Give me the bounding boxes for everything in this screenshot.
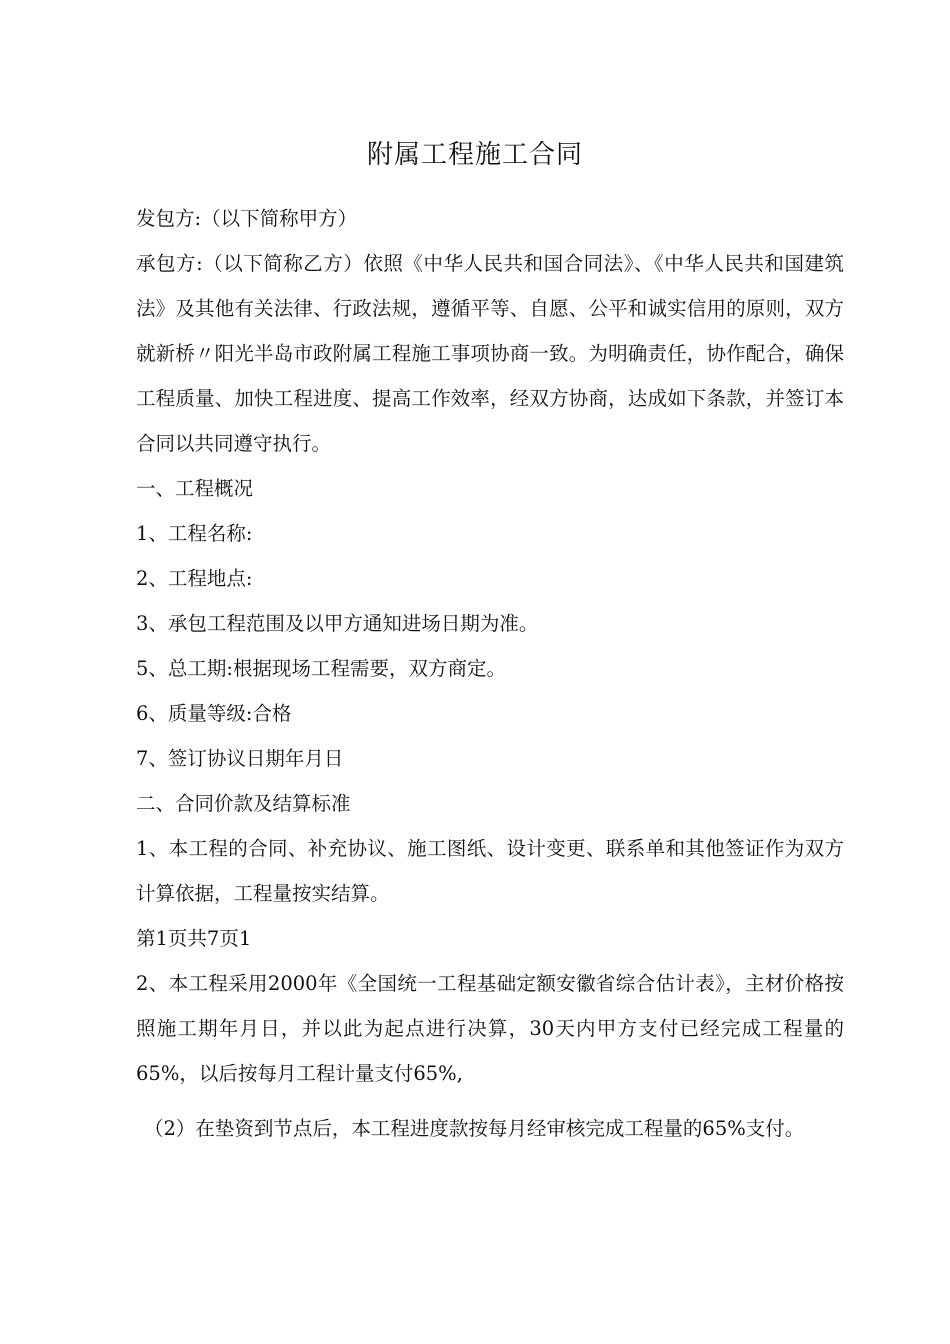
clause-project-name: 1、工程名称: [136, 522, 253, 545]
section-heading-project-overview: 一、工程概况 [136, 477, 254, 500]
clause-signing-date: 7、签订协议日期年月日 [136, 747, 344, 770]
clause-project-location: 2、工程地点: [136, 567, 253, 590]
party-b-paragraph: 承包方:（以下简称乙方）依照《中华人民共和国合同法》、《中华人民共和国建筑法》及其他有关法律、行政法规，遵循平等、自愿、公平和诚实信用的原则，双方就新桥〃阳光半岛市政附属工程施工事项协商一致。为明确责任，协作配合，确保工程质量、加快工程进度、提高工作效率，经双方协商，达成如下条款，并签订本合同以共同遵守执行。 [136, 252, 844, 455]
clause-total-duration: 5、总工期:根据现场工程需要，双方商定。 [136, 657, 506, 680]
clause-project-scope: 3、承包工程范围及以甲方通知进场日期为准。 [136, 612, 539, 635]
page-number-marker: 第1页共7页1 [136, 927, 252, 950]
party-a-line: 发包方:（以下简称甲方） [136, 207, 358, 230]
document-title: 附属工程施工合同 [366, 140, 583, 170]
clause-progress-payment: （2）在垫资到节点后，本工程进度款按每月经审核完成工程量的65%支付。 [144, 1117, 805, 1140]
clause-calculation-basis: 1、本工程的合同、补充协议、施工图纸、设计变更、联系单和其他签证作为双方计算依据，工程量按实结算。 [136, 837, 844, 905]
document-body [136, 196, 844, 1151]
clause-quality-grade: 6、质量等级:合格 [136, 702, 292, 725]
clause-pricing-standard: 2、本工程采用2000年《全国统一工程基础定额安徽省综合估计表》，主材价格按照施工期年月日，并以此为起点进行决算，30天内甲方支付已经完成工程量的65%，以后按每月工程计量支付65%, [136, 972, 844, 1085]
section-heading-price-settlement: 二、合同价款及结算标准 [136, 792, 351, 815]
